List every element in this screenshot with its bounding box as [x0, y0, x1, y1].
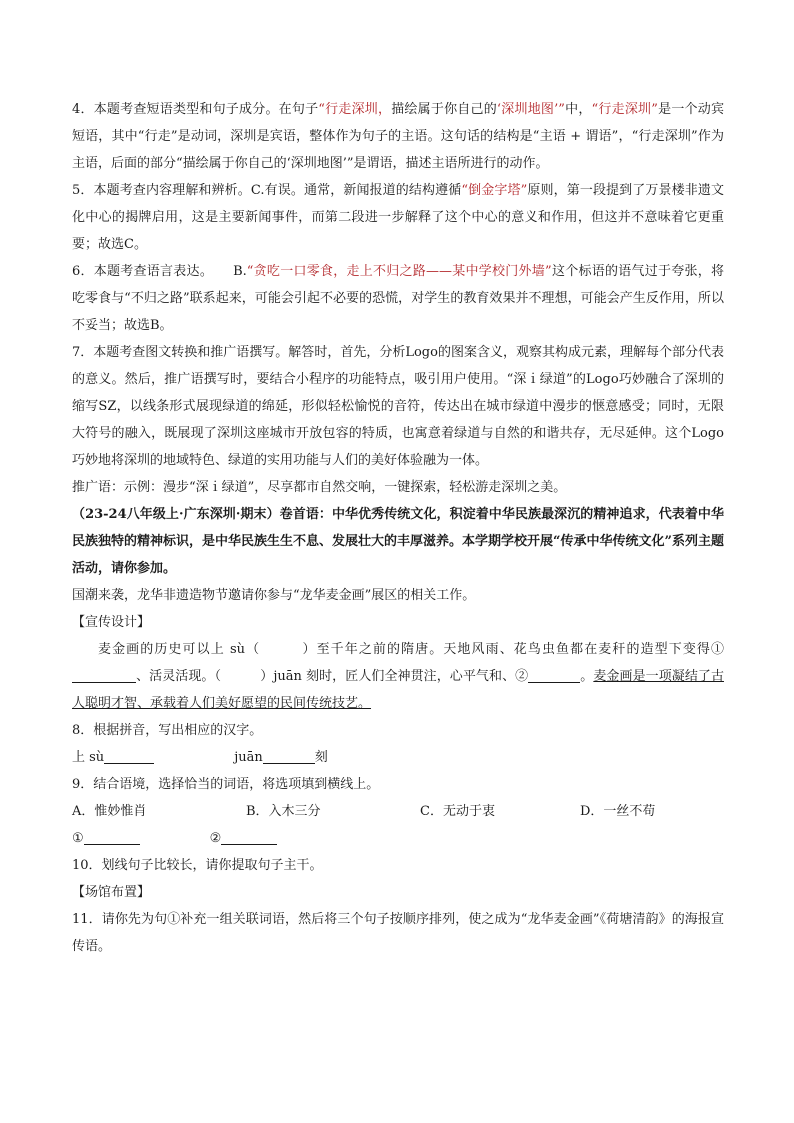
question-8-answers: 上 sù juān 刻 [72, 744, 724, 771]
question-10: 10．划线句子比较长，请你提取句子主干。 [72, 858, 323, 873]
answer-7: 7．本题考查图文转换和推广语撰写。解答时，首先，分析Logo的图案含义，观察其构成元素，理解每个部分代表的意义。然后，推广语撰写时，要结合小程序的功能特点，吸引用户使用。“深ｉ绿道”的Logo巧妙融合了深圳的缩写SZ，以线条形式展现绿道的绵延，形似轻松愉悦的音符，传达出在城市绿道中漫步的惬意感受；同时，无限大符号的融入，既展现了深圳这座城市开放包容的特质，也寓意着绿道与自然的和谐共存，无尽延伸。这个Logo巧妙地将深圳的地域特色、绿道的实用功能与人们的美好体验融为一体。 [72, 345, 724, 468]
section-heading-publicity: 【宣传设计】 [72, 615, 151, 630]
question-11: 11．请你先为句①补充一组关联词语，然后将三个句子按顺序排列，使之成为“龙华麦金画”《荷塘清韵》的海报宣传语。 [72, 912, 724, 954]
question-9: 9．结合语境，选择恰当的词语，将选项填到横线上。 [72, 777, 380, 792]
question-8: 8．根据拼音，写出相应的汉字。 [72, 723, 263, 738]
blank-su [104, 747, 154, 764]
answer-7-slogan: 推广语：示例：漫步“深ｉ绿道”，尽享都市自然交响，一键探索，轻松游走深圳之美。 [72, 480, 567, 495]
option-d: D．一丝不苟 [580, 804, 656, 819]
blank-2-line [528, 666, 580, 683]
blank-1-line [72, 666, 136, 683]
intro-normal: 国潮来袭，龙华非遗造物节邀请你参与“龙华麦金画”展区的相关工作。 [72, 588, 476, 603]
answer-blank-2 [221, 828, 277, 845]
section-heading-venue: 【场馆布置】 [72, 885, 151, 900]
blank-juan [263, 747, 315, 764]
option-c: C．无动于衷 [420, 804, 495, 819]
question-9-options [72, 798, 724, 825]
answer-4: 4．本题考查短语类型和句子成分。在句子“行走深圳，描绘属于你自己的‘深圳地图’”中，“行走深圳”是一个动宾短语，其中“行走”是动词，深圳是宾语，整体作为句子的主语。这句话的结构是“主语 + 谓语”，“行走深圳”作为主语，后面的部分“描绘属于你自己的‘深圳地图’”是谓语，描述主语所进行的动作。 [72, 102, 724, 171]
passage: 麦金画的历史可以上 sù（ ）至千年之前的隋唐。天地风雨、花鸟虫鱼都在麦秆的造型下变得①、活灵活现。（ ）juān 刻时，匠人们全神贯注，心平气和、② 。麦金画是一项凝结了古人聪明才智、承载着人们美好愿望的民间传统技艺。 [72, 642, 724, 711]
underlined-sentence: 麦金画是一项凝结了古人聪明才智、承载着人们美好愿望的民间传统技艺。 [72, 669, 724, 711]
question-9-blanks: ① ② [72, 825, 724, 852]
answer-blank-1 [84, 828, 140, 845]
answer-5: 5．本题考查内容理解和辨析。C.有误。通常，新闻报道的结构遵循“倒金字塔”原则，第一段提到了万景楼非遗文化中心的揭牌启用，这是主要新闻事件，而第二段进一步解释了这个中心的意义和作用，但这并不意味着它更重要；故选C。 [72, 183, 724, 252]
intro-bold: （23-24八年级上·广东深圳·期末）卷首语：中华优秀传统文化，积淀着中华民族最深沉的精神追求，代表着中华民族独特的精神标识，是中华民族生生不息、发展壮大的丰厚滋养。本学期学校开展“传承中华传统文化”系列主题活动，请你参加。 [72, 507, 724, 576]
document-content [72, 96, 724, 960]
option-a: A．惟妙惟肖 [72, 804, 147, 819]
answer-6: 6．本题考查语言表达。 B.“贪吃一口零食，走上不归之路——某中学校门外墙”这个标语的语气过于夸张，将吃零食与“不归之路”联系起来，可能会引起不必要的恐慌，对学生的教育效果并不理想，可能会产生反作用，所以不妥当；故选B。 [72, 264, 724, 333]
option-b: B．入木三分 [246, 804, 321, 819]
